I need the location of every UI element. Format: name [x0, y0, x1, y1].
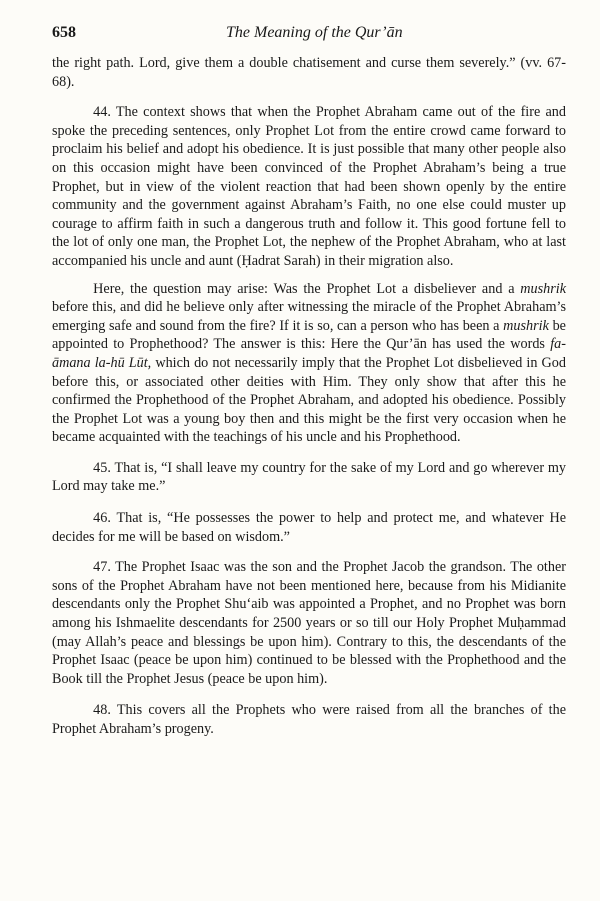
footnote-44-question	[52, 280, 566, 447]
page-header	[52, 24, 566, 50]
text-run: which do not necessarily imply that the Prophet Lot disbelieved in God before this, or associated other deities with Him. They only show that after this he confirmed the Prophethood of the Prophet Abraham, and adopted his obedience. Possibly the Prophet Lot was a young boy then and this might be the first very occasion when he became acquainted with the teachings of his uncle and his Prophethood.	[52, 354, 566, 446]
italic-term: mushrik	[503, 317, 549, 334]
text-run: 46. That is, “He possesses the power to help and protect me, and whatever He decides for me will be based on wisdom.”	[52, 510, 566, 545]
footnote-46	[52, 509, 566, 546]
document-page	[52, 24, 566, 739]
text-run: before this, and did he believe only after witnessing the miracle of the Prophet Abraham’s emerging safe and sound from the fire? If it is so, can a person who has been a	[52, 299, 566, 334]
text-run: 45. That is, “I shall leave my country for the sake of my Lord and go wherever my Lord may take me.”	[52, 459, 566, 495]
text-run: Here, the question may arise: Was the Prophet Lot a disbeliever and a	[93, 280, 521, 297]
text-run: the right path. Lord, give them a double chatisement and curse them severely.” (vv. 67-68).	[52, 55, 566, 90]
italic-term: mushrik	[520, 280, 566, 297]
footnote-44	[52, 103, 566, 270]
italic-term: fa-āmana la-hū Lūt,	[52, 336, 566, 371]
footnote-48	[52, 701, 566, 738]
text-run: 44. The context shows that when the Prophet Abraham came out of the fire and spoke the preceding sentences, only Prophet Lot from the entire crowd came forward to proclaim his belief and adopt his obedience. It is just possible that many other people also on this occasion might have been convinced of the Prophet Abraham’s being a true Prophet, but in view of the violent reaction that had been shown openly by the entire community and the government against Abraham’s Faith, no one else could muster up courage to affirm faith in such a dangerous truth and follow it. This good fortune fell to the lot of only one man, the Prophet Lot, the nephew of the Prophet Abraham, who at last accompanied his uncle and aunt (Ḥadrat Sarah) in their migration also.	[52, 104, 566, 269]
text-run: 48. This covers all the Prophets who were raised from all the branches of the Prophet Abraham’s progeny.	[52, 702, 566, 737]
footnote-47	[52, 558, 566, 688]
footnote-45	[52, 459, 566, 496]
running-title: The Meaning of the Qur’ān	[226, 24, 403, 41]
text-run: be appointed to Prophethood? The answer is this: Here the Qur’ān has used the words	[52, 317, 566, 353]
page-number: 658	[52, 24, 76, 41]
text-run: 47. The Prophet Isaac was the son and the Prophet Jacob the grandson. The other sons of the Prophet Abraham have not been mentioned here, because from his Midianite descendants only the Prophet Shu‘aib was appointed a Prophet, and no Prophet was born among his Ishmaelite descendants for 2500 years or so till our Holy Prophet Muḥammad (may Allah’s peace and blessings be upon him). Contrary to this, the descendants of the Prophet Isaac (peace be upon him) continued to be blessed with the Prophethood and the Book till the Prophet Jesus (peace be upon him).	[52, 559, 566, 687]
paragraph-continuation	[52, 54, 566, 91]
